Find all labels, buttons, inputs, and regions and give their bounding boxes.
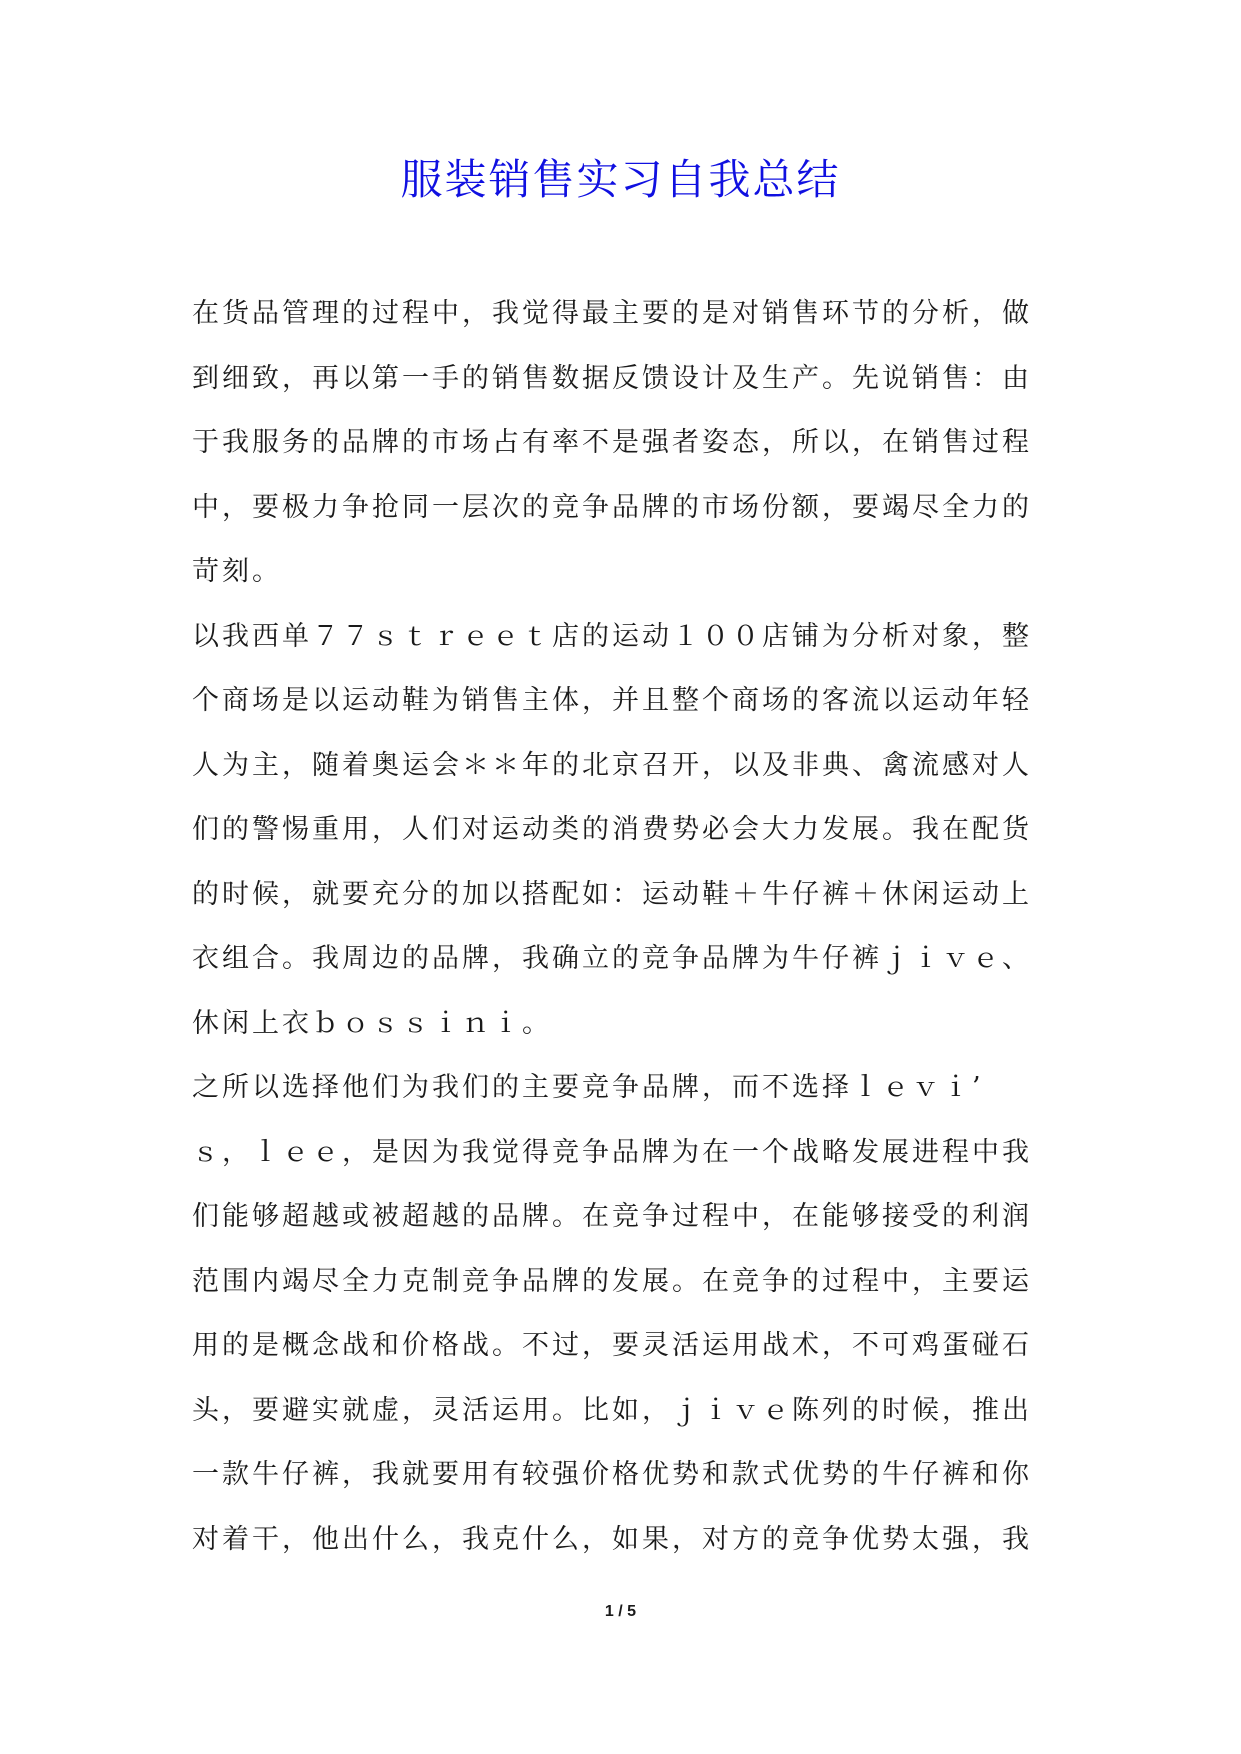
body-line: 休闲上衣ｂｏｓｓｉｎｉ。 [192,1007,552,1039]
body-line: 中，要极力争抢同一层次的竞争品牌的市场份额，要竭尽全力的 [192,491,1032,523]
body-line: 以我西单７７ｓｔｒｅｅｔ店的运动１００店铺为分析对象，整 [192,620,1032,652]
body-line: 到细致，再以第一手的销售数据反馈设计及生产。先说销售：由 [192,362,1032,394]
body-line: ｓ，ｌｅｅ，是因为我觉得竞争品牌为在一个战略发展进程中我 [192,1136,1032,1168]
body-line: 在货品管理的过程中，我觉得最主要的是对销售环节的分析，做 [192,298,1032,329]
document-title: 服装销售实习自我总结 [400,155,841,204]
body-line: 的时候，就要充分的加以搭配如：运动鞋＋牛仔裤＋休闲运动上 [192,878,1032,910]
body-line: 个商场是以运动鞋为销售主体，并且整个商场的客流以运动年轻 [192,685,1032,716]
body-line: 用的是概念战和价格战。不过，要灵活运用战术，不可鸡蛋碰石 [192,1330,1032,1361]
body-line: 们的警惕重用，人们对运动类的消费势必会大力发展。我在配货 [192,814,1032,845]
body-line: 们能够超越或被超越的品牌。在竞争过程中，在能够接受的利润 [192,1201,1032,1232]
body-line: 头，要避实就虚，灵活运用。比如，ｊｉｖｅ陈列的时候，推出 [192,1394,1032,1426]
body-line: 人为主，随着奥运会＊＊年的北京召开，以及非典、禽流感对人 [192,749,1032,781]
body-line: 范围内竭尽全力克制竞争品牌的发展。在竞争的过程中，主要运 [192,1265,1032,1297]
body-line: 衣组合。我周边的品牌，我确立的竞争品牌为牛仔裤ｊｉｖｅ、 [192,943,1032,974]
body-line: 于我服务的品牌的市场占有率不是强者姿态，所以，在销售过程 [192,427,1032,458]
page-number: 1 / 5 [604,1603,637,1620]
body-line: 苛刻。 [192,556,282,587]
document-body [192,282,1064,1572]
body-line: 对着干，他出什么，我克什么，如果，对方的竞争优势太强，我 [192,1523,1032,1555]
body-line: 之所以选择他们为我们的主要竞争品牌，而不选择ｌｅｖｉ’ [192,1072,984,1103]
body-line: 一款牛仔裤，我就要用有较强价格优势和款式优势的牛仔裤和你 [192,1459,1032,1490]
